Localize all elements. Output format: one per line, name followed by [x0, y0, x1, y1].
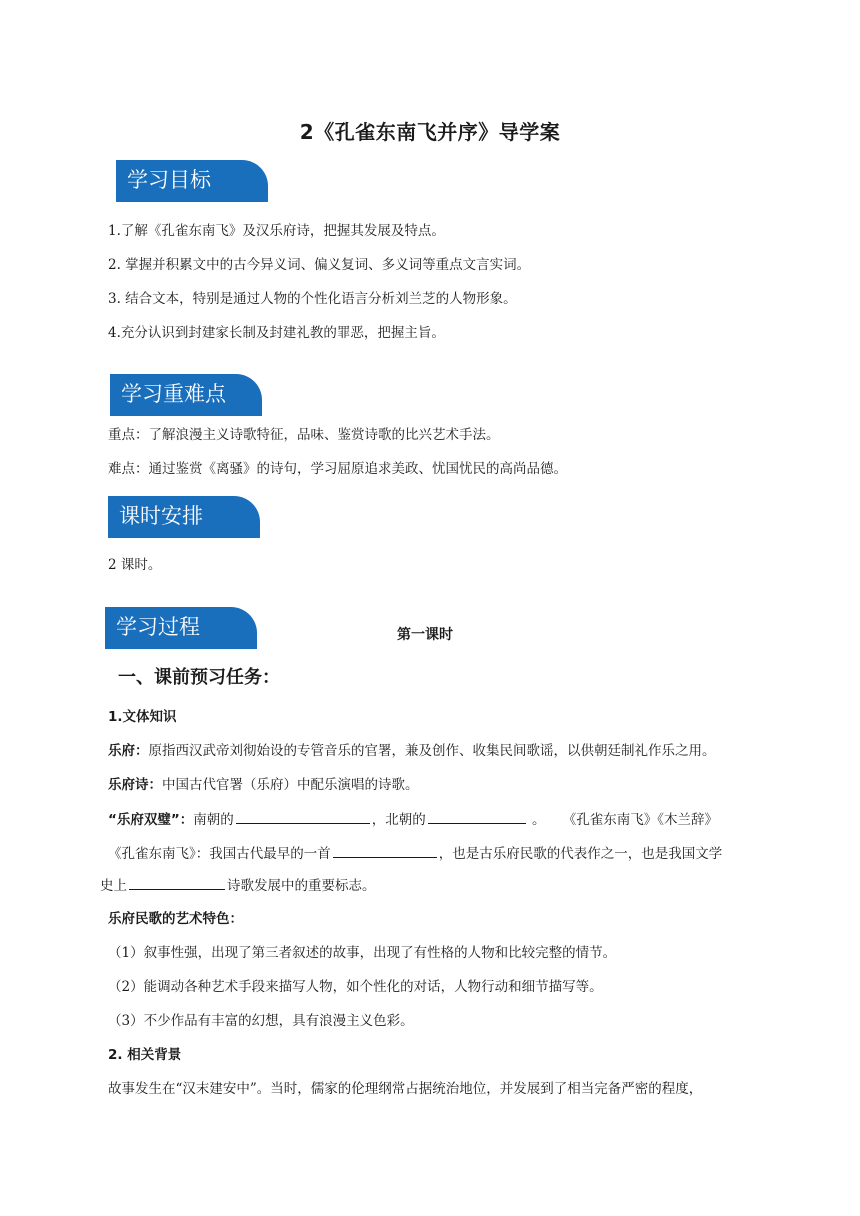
keypoint-difficulty: 难点：通过鉴赏《离骚》的诗句，学习屈原追求美政、忧国忧民的高尚品德。	[108, 461, 567, 477]
art-feature-1: （1）叙事性强，出现了第三者叙述的故事，出现了有性格的人物和比较完整的情节。	[108, 945, 617, 961]
yuefushi-label: 乐府诗：	[108, 777, 162, 793]
yuefushi-text: 中国古代官署（乐府）中配乐演唱的诗歌。	[162, 777, 419, 793]
subheading-background: 2. 相关背景	[108, 1047, 182, 1063]
shuangbi-answer: 《孔雀东南飞》《木兰辞》	[562, 812, 718, 828]
blank-south[interactable]	[236, 809, 370, 824]
yuefu-label: 乐府：	[108, 743, 149, 759]
shuangbi-line	[108, 809, 718, 830]
shuangbi-north: ，北朝的	[371, 812, 426, 828]
section-schedule-tag	[108, 496, 260, 536]
kongque-text-b: ，也是古乐府民歌的代表作之一，也是我国文学	[438, 846, 723, 862]
section-goals-label: 学习目标	[116, 160, 268, 200]
blank-kongque-2[interactable]	[129, 875, 225, 890]
art-feature-3: （3）不少作品有丰富的幻想，具有浪漫主义色彩。	[108, 1013, 414, 1029]
kongque-text-d: 诗歌发展中的重要标志。	[227, 878, 376, 894]
section-process-tag	[105, 607, 257, 647]
lesson-title: 第一课时	[397, 627, 453, 643]
section-keypoints-label: 学习重难点	[110, 374, 262, 414]
kongque-text-c: 史上	[100, 878, 127, 894]
art-features-label: 乐府民歌的艺术特色：	[108, 911, 243, 927]
document-title: 2《孔雀东南飞并序》导学案	[299, 120, 561, 144]
background-text: 故事发生在“汉末建安中”。当时，儒家的伦理纲常占据统治地位，并发展到了相当完备严密的程度，	[108, 1081, 703, 1097]
pre-class-heading: 一、课前预习任务：	[118, 667, 280, 688]
section-goals-tag	[116, 160, 268, 200]
keypoint-focus: 重点：了解浪漫主义诗歌特征，品味、鉴赏诗歌的比兴艺术手法。	[108, 427, 500, 443]
shuangbi-south: 南朝的	[193, 812, 234, 828]
kongque-line-2	[100, 875, 376, 896]
shuangbi-end: 。	[532, 812, 546, 828]
goal-item-3: 3. 结合文本，特别是通过人物的个性化语言分析刘兰芝的人物形象。	[108, 291, 517, 307]
goal-item-1: 1.了解《孔雀东南飞》及汉乐府诗，把握其发展及特点。	[108, 223, 445, 239]
goal-item-2: 2. 掌握并积累文中的古今异义词、偏义复词、多义词等重点文言实词。	[108, 257, 531, 273]
yuefu-text: 原指西汉武帝刘彻始设的专管音乐的官署，兼及创作、收集民间歌谣，以供朝廷制礼作乐之用。	[148, 743, 716, 759]
blank-north[interactable]	[428, 809, 526, 824]
goal-item-4: 4.充分认识到封建家长制及封建礼教的罪恶，把握主旨。	[108, 325, 445, 341]
blank-kongque-1[interactable]	[333, 843, 437, 858]
kongque-text-a: 《孔雀东南飞》：我国古代最早的一首	[108, 846, 331, 862]
section-keypoints-tag	[110, 374, 262, 414]
schedule-text: 2 课时。	[108, 557, 162, 573]
subheading-genre: 1.文体知识	[108, 709, 177, 725]
kongque-line-1	[108, 843, 722, 864]
section-schedule-label: 课时安排	[108, 496, 260, 536]
yuefushi-definition	[108, 775, 419, 795]
yuefu-definition	[108, 741, 716, 761]
shuangbi-label: “乐府双璧”：	[108, 812, 194, 828]
section-process-label: 学习过程	[105, 607, 257, 647]
art-feature-2: （2）能调动各种艺术手段来描写人物，如个性化的对话，人物行动和细节描写等。	[108, 979, 603, 995]
